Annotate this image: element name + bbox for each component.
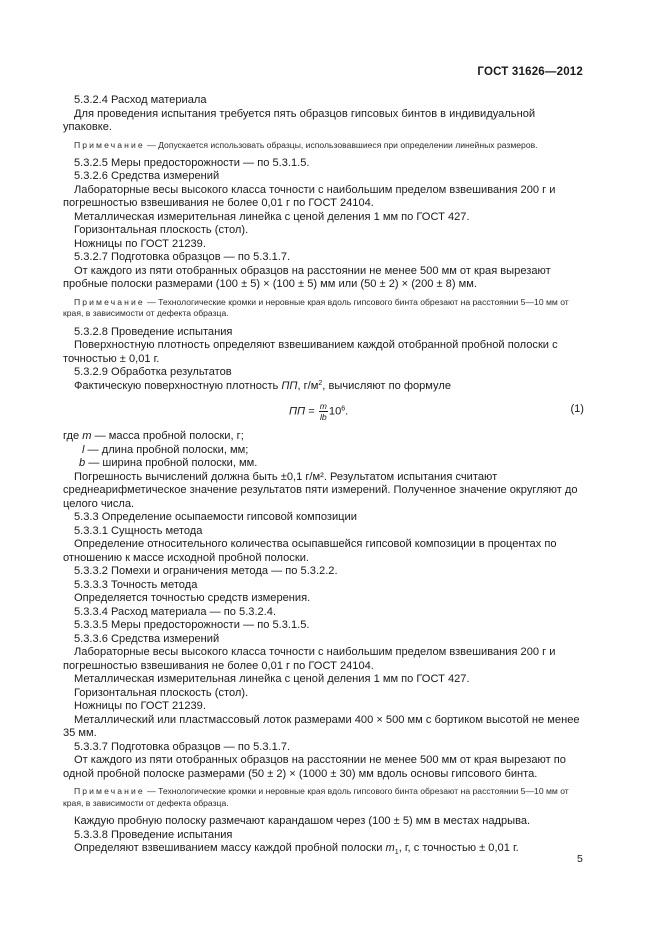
note [63, 297, 586, 320]
section-heading: 5.3.3.5 Меры предосторожности — по 5.3.1.5. [74, 619, 310, 632]
formula-exponent: 6 [341, 405, 346, 413]
section-heading: 5.3.3.8 Проведение испытания [74, 828, 233, 841]
paragraph: Ножницы по ГОСТ 21239. [74, 237, 206, 250]
section-heading: 5.3.2.7 Подготовка образцов — по 5.3.1.7. [74, 251, 291, 264]
formula-expression [289, 401, 348, 422]
paragraph: Лабораторные весы высокого класса точности с наибольшим пределом взвешивания 200 г и погрешностью взвешивания не более 0,01 г по ГОСТ 24104. [63, 646, 556, 672]
definition-symbol: l [82, 443, 85, 456]
definition-symbol: b [79, 457, 86, 470]
equation-number: (1) [570, 403, 584, 416]
definition-text: — ширина пробной полоски, мм. [85, 457, 258, 470]
symbol: m [385, 842, 395, 855]
section-heading: 5.3.2.4 Расход материала [74, 94, 207, 106]
section-heading: 5.3.3.4 Расход материала — по 5.3.2.4. [74, 605, 277, 618]
paragraph: Определение относительного количества осыпавшейся гипсовой композиции в процентах по отношению к массе исходной пробной полоски. [63, 538, 557, 564]
paragraph: Для проведения испытания требуется пять образцов гипсовых бинтов в индивидуальной упаковке. [63, 107, 536, 133]
text-run: , г, с точностью ± 0,01 г. [398, 842, 519, 855]
fraction-numerator: m [319, 401, 327, 412]
paragraph: Горизонтальная плоскость (стол). [74, 224, 249, 237]
paragraph: От каждого из пяти отобранных образцов на расстоянии не менее 500 мм от края вырезают пробные полоски размерами (100 ± 5) × (100 ± 5) мм или (50 ± 2) × (200 ± 8) мм. [63, 264, 551, 291]
formula-lhs: ПП = [289, 405, 315, 418]
section-heading: 5.3.2.9 Обработка результатов [74, 366, 232, 379]
paragraph: Лабораторные весы высокого класса точности с наибольшим пределом взвешивания 200 г и погрешностью взвешивания не более 0,01 г по ГОСТ 24104. [63, 183, 556, 210]
note-label: Примечание [74, 139, 145, 150]
section-heading: 5.3.3.2 Помехи и ограничения метода — по 5.3.2.2. [74, 565, 338, 578]
paragraph: Ножницы по ГОСТ 21239. [74, 700, 206, 713]
paragraph: Металлическая измерительная линейка с ценой деления 1 мм по ГОСТ 427. [74, 210, 470, 223]
section-heading: 5.3.3.3 Точность метода [74, 578, 198, 591]
definition-item [63, 444, 586, 458]
variable-definitions [63, 430, 586, 471]
paragraph: Определяется точностью средств измерения. [74, 592, 311, 605]
text-run: Фактическую поверхностную плотность [74, 379, 282, 392]
paragraph: Металлическая измерительная линейка с ценой деления 1 мм по ГОСТ 427. [74, 673, 470, 686]
fraction [319, 401, 328, 422]
section-heading: 5.3.3.7 Подготовка образцов — по 5.3.1.7. [74, 740, 291, 753]
note-text: — Технологические кромки и неровные края вдоль гипсового бинта обрезают на расстоянии 5—10 мм от края, в зависимости от дефекта образца. [63, 296, 569, 319]
note [63, 786, 586, 809]
paragraph: Металлический или пластмассовый лоток размерами 400 × 500 мм с бортиком высотой не менее 35 мм. [63, 713, 580, 740]
fraction-denominator: lb [319, 412, 327, 423]
text-run: , вычисляют по формуле [322, 379, 451, 392]
definition-text: — длина пробной полоски, мм; [84, 443, 249, 456]
note-text: — Допускается использовать образцы, использовавшиеся при определении линейных размеров. [147, 139, 538, 150]
paragraph: От каждого из пяти отобранных образцов на расстоянии не менее 500 мм от края вырезают по одной пробной полоске размерами (50 ± 2) × (1000 ± 30) мм вдоль основы гипсового бинта. [63, 754, 566, 780]
paragraph [63, 380, 586, 394]
definition-item [63, 430, 586, 444]
superscript: 2 [318, 379, 323, 387]
symbol: ПП [281, 379, 298, 392]
note-text: — Технологические кромки и неровные края вдоль гипсового бинта обрезают на расстоянии 5—10 мм от края, в зависимости от дефекта образца. [63, 786, 569, 808]
document-body [63, 94, 586, 856]
definition-symbol: m [82, 430, 92, 443]
definition-text: — масса пробной полоски, г; [91, 430, 244, 443]
section-heading: 5.3.2.6 Средства измерений [74, 170, 220, 183]
definition-item [63, 457, 586, 471]
formula-multiplier: 10 [328, 405, 342, 418]
paragraph [63, 842, 586, 856]
section-heading: 5.3.2.5 Меры предосторожности — по 5.3.1.5. [74, 156, 310, 169]
section-heading: 5.3.3 Определение осыпаемости гипсовой композиции [74, 511, 357, 524]
paragraph: Горизонтальная плоскость (стол). [74, 686, 249, 699]
note-label: Примечание [74, 296, 145, 307]
paragraph: Погрешность вычислений должна быть ±0,1 г/м². Результатом испытания считают среднеарифметическое значение результатов пяти измерений. Полученное значение округляют до целого числа. [63, 470, 578, 510]
subscript: 1 [394, 849, 399, 857]
paragraph: Поверхностную плотность определяют взвешиванием каждой отобранной пробной полоски с точностью ± 0,01 г. [63, 339, 558, 365]
note [63, 140, 586, 151]
section-heading: 5.3.3.1 Сущность метода [74, 524, 203, 537]
note-label: Примечание [74, 786, 145, 797]
definition-prefix: где [63, 430, 83, 443]
paragraph: Каждую пробную полоску размечают карандашом через (100 ± 5) мм в местах надрыва. [74, 815, 531, 828]
document-header: ГОСТ 31626—2012 [477, 66, 583, 78]
page-number: 5 [577, 853, 583, 865]
text-run: Определяют взвешиванием массу каждой пробной полоски [74, 842, 386, 855]
section-heading: 5.3.3.6 Средства измерений [74, 632, 220, 645]
formula [63, 395, 586, 429]
section-heading: 5.3.2.8 Проведение испытания [74, 325, 233, 338]
text-run: , г/м [297, 379, 319, 392]
formula-tail: . [345, 405, 349, 418]
